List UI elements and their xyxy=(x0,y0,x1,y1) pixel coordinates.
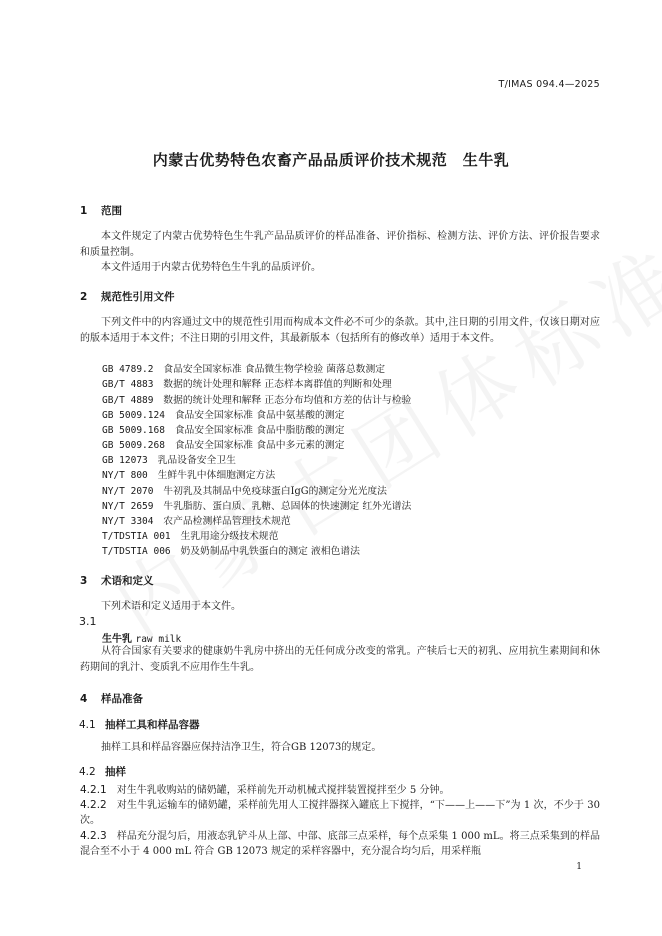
reference-item xyxy=(102,363,385,376)
subsection-4-2-heading xyxy=(79,764,126,779)
standard-code: T/IMAS 094.4—2025 xyxy=(498,79,600,90)
reference-title: 食品安全国家标准 食品中脂肪酸的测定 xyxy=(174,425,345,436)
reference-title: 乳品设备安全卫生 xyxy=(157,455,236,466)
sampling-tools-paragraph: 抽样工具和样品容器应保持洁净卫生，符合GB 12073的规定。 xyxy=(101,742,382,753)
section-4-heading xyxy=(80,691,143,706)
clause-4-2-3 xyxy=(80,829,600,859)
section-number: 4 xyxy=(80,693,88,705)
reference-item xyxy=(102,409,344,422)
clause-number: 4.2.3 xyxy=(80,830,107,842)
reference-code: GB/T 4883 xyxy=(102,379,154,390)
references-intro: 下列文件中的内容通过文中的规范性引用而构成本文件必不可少的条款。其中,注日期的引用文件，仅该日期对应的版本适用于本文件；不注日期的引用文件，其最新版本（包括所有的修改单）适用于本文件。 xyxy=(80,317,600,344)
reference-item xyxy=(102,394,411,407)
reference-item xyxy=(102,515,291,528)
clause-text: 对生牛乳运输车的储奶罐，采样前先用人工搅拌器探入罐底上下搅拌，“下——上——下”为 1 次，不少于 30 次。 xyxy=(80,800,600,826)
term-name xyxy=(102,630,181,645)
section-number: 2 xyxy=(80,291,88,303)
clause-4-2-1 xyxy=(80,783,600,798)
reference-item xyxy=(102,439,344,452)
reference-code: GB 5009.168 xyxy=(102,425,165,436)
clause-number: 4.2.2 xyxy=(80,799,107,811)
clause-number: 4.2.1 xyxy=(80,784,107,796)
subsection-number: 4.2 xyxy=(79,766,96,778)
subsection-4-1-heading xyxy=(79,717,200,732)
reference-title: 食品安全国家标准 食品中多元素的测定 xyxy=(174,440,345,451)
clause-text: 样品充分混匀后，用液态乳铲斗从上部、中部、底部三点采样，每个点采集 1 000 mL。将三点采集到的样品混合至不小于 4 000 mL 符合 GB 12073 规定的采样容器中，充分混合均匀后，用采样瓶 xyxy=(80,831,601,857)
term-definition: 从符合国家有关要求的健康奶牛乳房中挤出的无任何成分改变的常乳。产犊后七天的初乳、应用抗生素期间和休药期间的乳汁、变质乳不应用作生牛乳。 xyxy=(80,646,600,673)
reference-title: 食品安全国家标准 食品中氨基酸的测定 xyxy=(174,410,345,421)
reference-item xyxy=(102,485,387,498)
clause-text: 对生牛乳收购站的储奶罐，采样前先开动机械式搅拌装置搅拌至少 5 分钟。 xyxy=(116,785,450,796)
term-chinese: 生牛乳 xyxy=(102,634,132,645)
reference-code: T/TDSTIA 001 xyxy=(102,531,171,542)
reference-title: 生乳用途分级技术规范 xyxy=(180,531,279,542)
section-number: 3 xyxy=(80,575,88,587)
section-title: 规范性引用文件 xyxy=(101,291,175,303)
reference-item xyxy=(102,545,360,558)
subsection-title: 抽样 xyxy=(105,766,126,778)
reference-code: NY/T 2659 xyxy=(102,501,154,512)
section-title: 术语和定义 xyxy=(101,575,154,587)
subsection-number: 4.1 xyxy=(79,719,96,731)
term-english: raw milk xyxy=(135,634,182,645)
reference-title: 数据的统计处理和解释 正态样本离群值的判断和处理 xyxy=(163,379,392,390)
section-title: 样品准备 xyxy=(101,693,143,705)
reference-code: GB/T 4889 xyxy=(102,395,154,406)
terms-intro: 下列术语和定义适用于本文件。 xyxy=(101,601,241,612)
reference-title: 食品安全国家标准 食品微生物学检验 菌落总数测定 xyxy=(163,364,386,375)
section-1-heading xyxy=(80,203,122,218)
scope-paragraph-1: 本文件规定了内蒙古优势特色生牛乳产品品质评价的样品准备、评价指标、检测方法、评价方法、评价报告要求和质量控制。 xyxy=(80,231,600,258)
reference-code: GB 4789.2 xyxy=(102,364,154,375)
page-number: 1 xyxy=(576,862,582,872)
reference-title: 农产品检测样品管理技术规范 xyxy=(163,516,291,527)
clause-4-2-2 xyxy=(80,798,600,828)
reference-title: 生鲜牛乳中体细胞测定方法 xyxy=(157,470,276,481)
section-2-heading xyxy=(80,289,175,304)
reference-code: NY/T 2070 xyxy=(102,486,154,497)
reference-code: T/TDSTIA 006 xyxy=(102,546,171,557)
reference-code: NY/T 800 xyxy=(102,470,148,481)
reference-code: GB 12073 xyxy=(102,455,148,466)
reference-title: 奶及奶制品中乳铁蛋白的测定 液相色谱法 xyxy=(180,546,360,557)
reference-item xyxy=(102,469,275,482)
reference-item xyxy=(102,378,392,391)
section-3-heading xyxy=(80,573,154,588)
reference-item xyxy=(102,454,236,467)
document-title: 内蒙古优势特色农畜产品品质评价技术规范 生牛乳 xyxy=(152,151,510,169)
reference-code: GB 5009.124 xyxy=(102,410,165,421)
reference-title: 牛初乳及其制品中免疫球蛋白IgG的测定分光光度法 xyxy=(163,486,387,497)
reference-item xyxy=(102,500,411,513)
reference-code: GB 5009.268 xyxy=(102,440,165,451)
reference-title: 数据的统计处理和解释 正态分布均值和方差的估计与检验 xyxy=(163,395,412,406)
subsection-title: 抽样工具和样品容器 xyxy=(105,719,200,731)
reference-item xyxy=(102,530,278,543)
reference-item xyxy=(102,424,344,437)
section-title: 范围 xyxy=(101,205,122,217)
reference-title: 牛乳脂肪、蛋白质、乳糖、总固体的快速测定 红外光谱法 xyxy=(163,501,412,512)
term-number: 3.1 xyxy=(79,615,97,628)
scope-paragraph-2: 本文件适用于内蒙古优势特色生牛乳的品质评价。 xyxy=(101,262,321,273)
reference-code: NY/T 3304 xyxy=(102,516,154,527)
section-number: 1 xyxy=(80,205,88,217)
